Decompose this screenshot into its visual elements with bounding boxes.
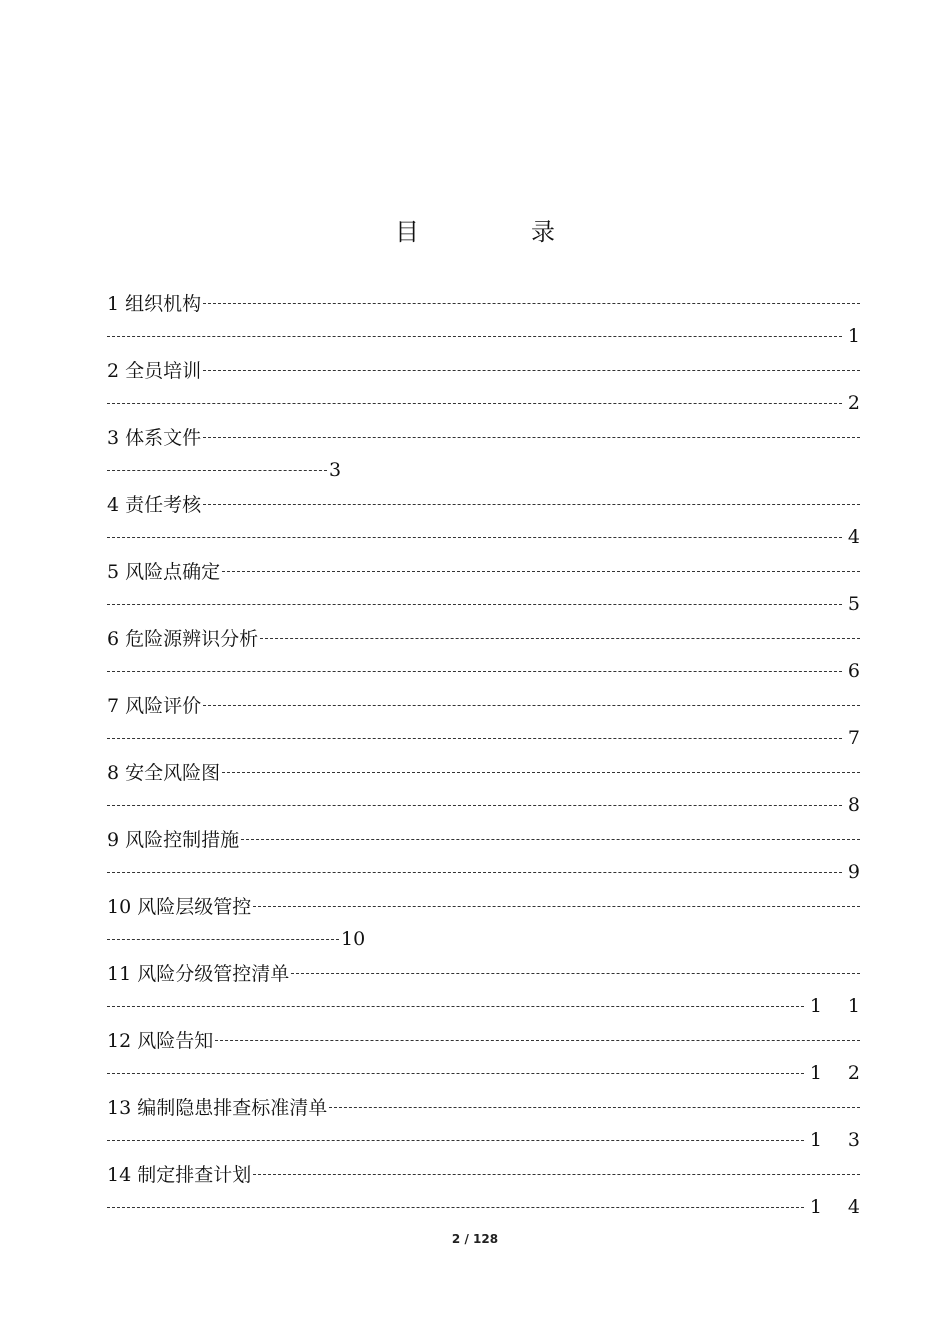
toc-leader — [203, 705, 860, 706]
toc-entry[interactable] — [107, 820, 886, 887]
toc-entry-title: 9 风险控制措施 — [107, 828, 240, 851]
toc-leader — [203, 370, 860, 371]
toc-entry-title: 6 危险源辨识分析 — [107, 627, 259, 650]
toc-leader — [222, 571, 860, 572]
toc-entry-title: 5 风险点确定 — [107, 560, 221, 583]
toc-entry[interactable] — [107, 418, 860, 485]
toc-entry-page: 9 — [847, 860, 886, 883]
toc-leader — [215, 1040, 860, 1041]
toc-leader — [107, 1006, 804, 1007]
toc-leader — [107, 604, 842, 605]
toc-entry-title: 4 责任考核 — [107, 493, 202, 516]
toc-leader — [107, 470, 327, 471]
toc-entry-page: 5 — [847, 592, 886, 615]
toc-leader — [107, 738, 842, 739]
toc-entry-title: 13 编制隐患排查标准清单 — [107, 1096, 328, 1119]
toc-entry[interactable] — [107, 1021, 886, 1088]
toc-entry-title: 2 全员培训 — [107, 359, 202, 382]
toc-entry-page: 1 — [847, 324, 886, 347]
toc-leader — [203, 303, 860, 304]
toc-entry-page: 8 — [847, 793, 886, 816]
toc-entry-page: 13 — [809, 1128, 886, 1151]
toc-leader — [107, 537, 842, 538]
toc-entry[interactable] — [107, 1088, 886, 1155]
toc-leader — [107, 1207, 804, 1208]
toc-entry-title: 14 制定排查计划 — [107, 1163, 252, 1186]
toc-entry-title: 7 风险评价 — [107, 694, 202, 717]
toc-entry-title: 1 组织机构 — [107, 292, 202, 315]
table-of-contents — [107, 284, 886, 1222]
toc-leader — [107, 1140, 804, 1141]
toc-leader — [107, 939, 339, 940]
toc-leader — [107, 872, 842, 873]
toc-entry[interactable] — [107, 887, 860, 954]
toc-entry-title: 8 安全风险图 — [107, 761, 221, 784]
toc-entry-page: 2 — [847, 391, 886, 414]
toc-entry[interactable] — [107, 954, 886, 1021]
toc-entry-page: 14 — [809, 1195, 886, 1218]
toc-entry[interactable] — [107, 686, 886, 753]
toc-leader — [203, 437, 860, 438]
toc-leader — [107, 671, 842, 672]
toc-entry-page: 6 — [847, 659, 886, 682]
toc-entry-page: 7 — [847, 726, 886, 749]
page-title: 目 录 — [395, 218, 599, 246]
toc-entry-title: 12 风险告知 — [107, 1029, 214, 1052]
toc-entry-page: 10 — [341, 927, 366, 950]
toc-entry-page: 12 — [809, 1061, 886, 1084]
toc-entry[interactable] — [107, 1155, 886, 1222]
toc-entry-page: 4 — [847, 525, 886, 548]
toc-entry[interactable] — [107, 552, 886, 619]
toc-entry-page: 3 — [329, 458, 342, 481]
toc-leader — [203, 504, 860, 505]
toc-leader — [107, 805, 842, 806]
toc-leader — [291, 973, 860, 974]
toc-leader — [253, 1174, 860, 1175]
page-number-indicator: 2 / 128 — [451, 1232, 499, 1246]
toc-leader — [241, 839, 860, 840]
toc-leader — [222, 772, 860, 773]
toc-entry-title: 11 风险分级管控清单 — [107, 962, 290, 985]
toc-leader — [107, 403, 842, 404]
toc-entry-title: 3 体系文件 — [107, 426, 202, 449]
toc-leader — [329, 1107, 860, 1108]
toc-entry[interactable] — [107, 753, 886, 820]
toc-leader — [107, 1073, 804, 1074]
toc-entry[interactable] — [107, 284, 886, 351]
toc-entry-page: 11 — [809, 994, 886, 1017]
toc-entry[interactable] — [107, 485, 886, 552]
toc-entry[interactable] — [107, 619, 886, 686]
toc-entry[interactable] — [107, 351, 886, 418]
toc-leader — [253, 906, 860, 907]
toc-entry-title: 10 风险层级管控 — [107, 895, 252, 918]
toc-leader — [260, 638, 860, 639]
toc-leader — [107, 336, 842, 337]
